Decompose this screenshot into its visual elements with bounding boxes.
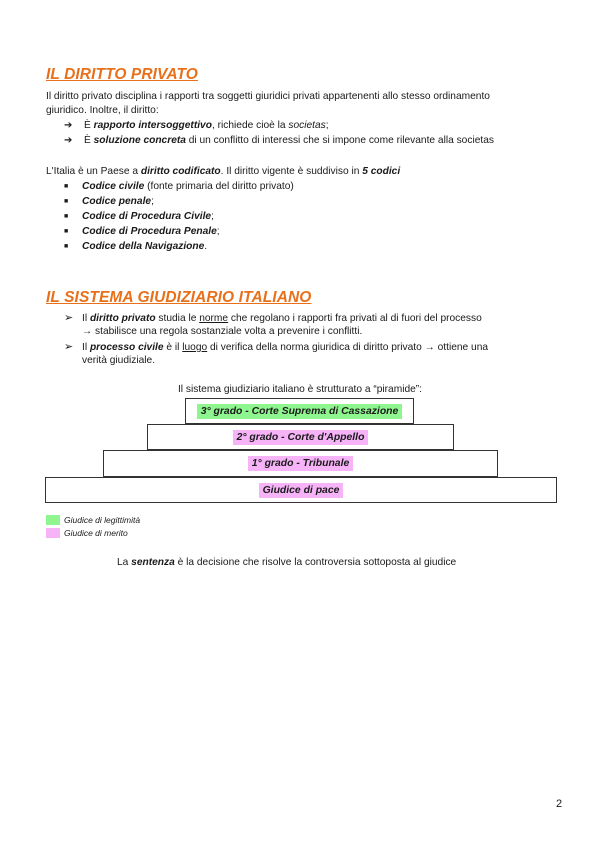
pyramid-caption: Il sistema giudiziario italiano è strutturato a “piramide”: [177,384,423,395]
arrow-right-icon: ➔ [64,120,73,131]
sentence-paragraph: La sentenza è la decisione che risolve la controversia sottoposta al giudice [117,557,457,568]
square-bullet-icon: ■ [64,198,69,205]
section-title-diritto-privato: IL DIRITTO PRIVATO [46,66,198,83]
pyramid-level-giudice-di-pace [45,477,557,503]
code-list-item: ■ Codice di Procedura Civile; [64,211,214,222]
pyramid-level-label: Giudice di pace [259,483,344,498]
square-bullet-icon: ■ [64,213,69,220]
list-item: ➔ È soluzione concreta di un conflitto di interessi che si impone come rilevante alla societas [64,135,494,146]
pyramid-level-label: 3° grado - Corte Suprema di Cassazione [197,404,403,419]
paragraph-diritto-privato-line2: → stabilisce una regola sostanziale volta a prevenire i conflitti. [82,326,363,337]
pyramid-level-tribunale [103,450,498,477]
code-list-item: ■ Codice civile (fonte primaria del diritto privato) [64,181,294,192]
intro-paragraph-line2: giuridico. Inoltre, il diritto: [46,105,159,116]
list-item: ➔ È rapporto intersoggettivo, richiede cioè la societas; [64,120,329,131]
legend-swatch-legittimita [46,515,60,525]
square-bullet-icon: ■ [64,243,69,250]
pyramid-level-label: 1° grado - Tribunale [248,456,354,471]
legend-label-legittimita: Giudice di legittimità [64,515,141,525]
codes-intro: L'Italia è un Paese a diritto codificato. Il diritto vigente è suddiviso in 5 codici [46,166,401,177]
square-bullet-icon: ■ [64,183,69,190]
code-list-item: ■ Codice di Procedura Penale; [64,226,220,237]
pyramid-level-cassazione [185,398,414,424]
arrow-right-icon: ➔ [64,135,73,146]
intro-paragraph-line1: Il diritto privato disciplina i rapporti tra soggetti giuridici privati appartenenti allo stesso ordinamento [46,91,490,102]
section-title-sistema-giudiziario: IL SISTEMA GIUDIZIARIO ITALIANO [46,289,312,306]
arrowhead-bullet-icon: ➢ [64,341,74,353]
pyramid-level-label: 2° grado - Corte d'Appello [233,430,369,445]
code-list-item: ■ Codice penale; [64,196,154,207]
square-bullet-icon: ■ [64,228,69,235]
page-number: 2 [556,798,563,810]
arrowhead-bullet-icon: ➢ [64,312,74,324]
paragraph-diritto-privato: ➢ Il diritto privato studia le norme che regolano i rapporti fra privati al di fuori del processo [64,312,482,324]
paragraph-processo-civile-line2: verità giudiziale. [82,355,156,366]
code-list-item: ■ Codice della Navigazione. [64,241,208,252]
legend-label-merito: Giudice di merito [64,528,128,538]
pyramid-level-appello [147,424,454,450]
paragraph-processo-civile: ➢ Il processo civile è il luogo di verifica della norma giuridica di diritto privato → ottiene una [64,341,489,353]
legend-swatch-merito [46,528,60,538]
